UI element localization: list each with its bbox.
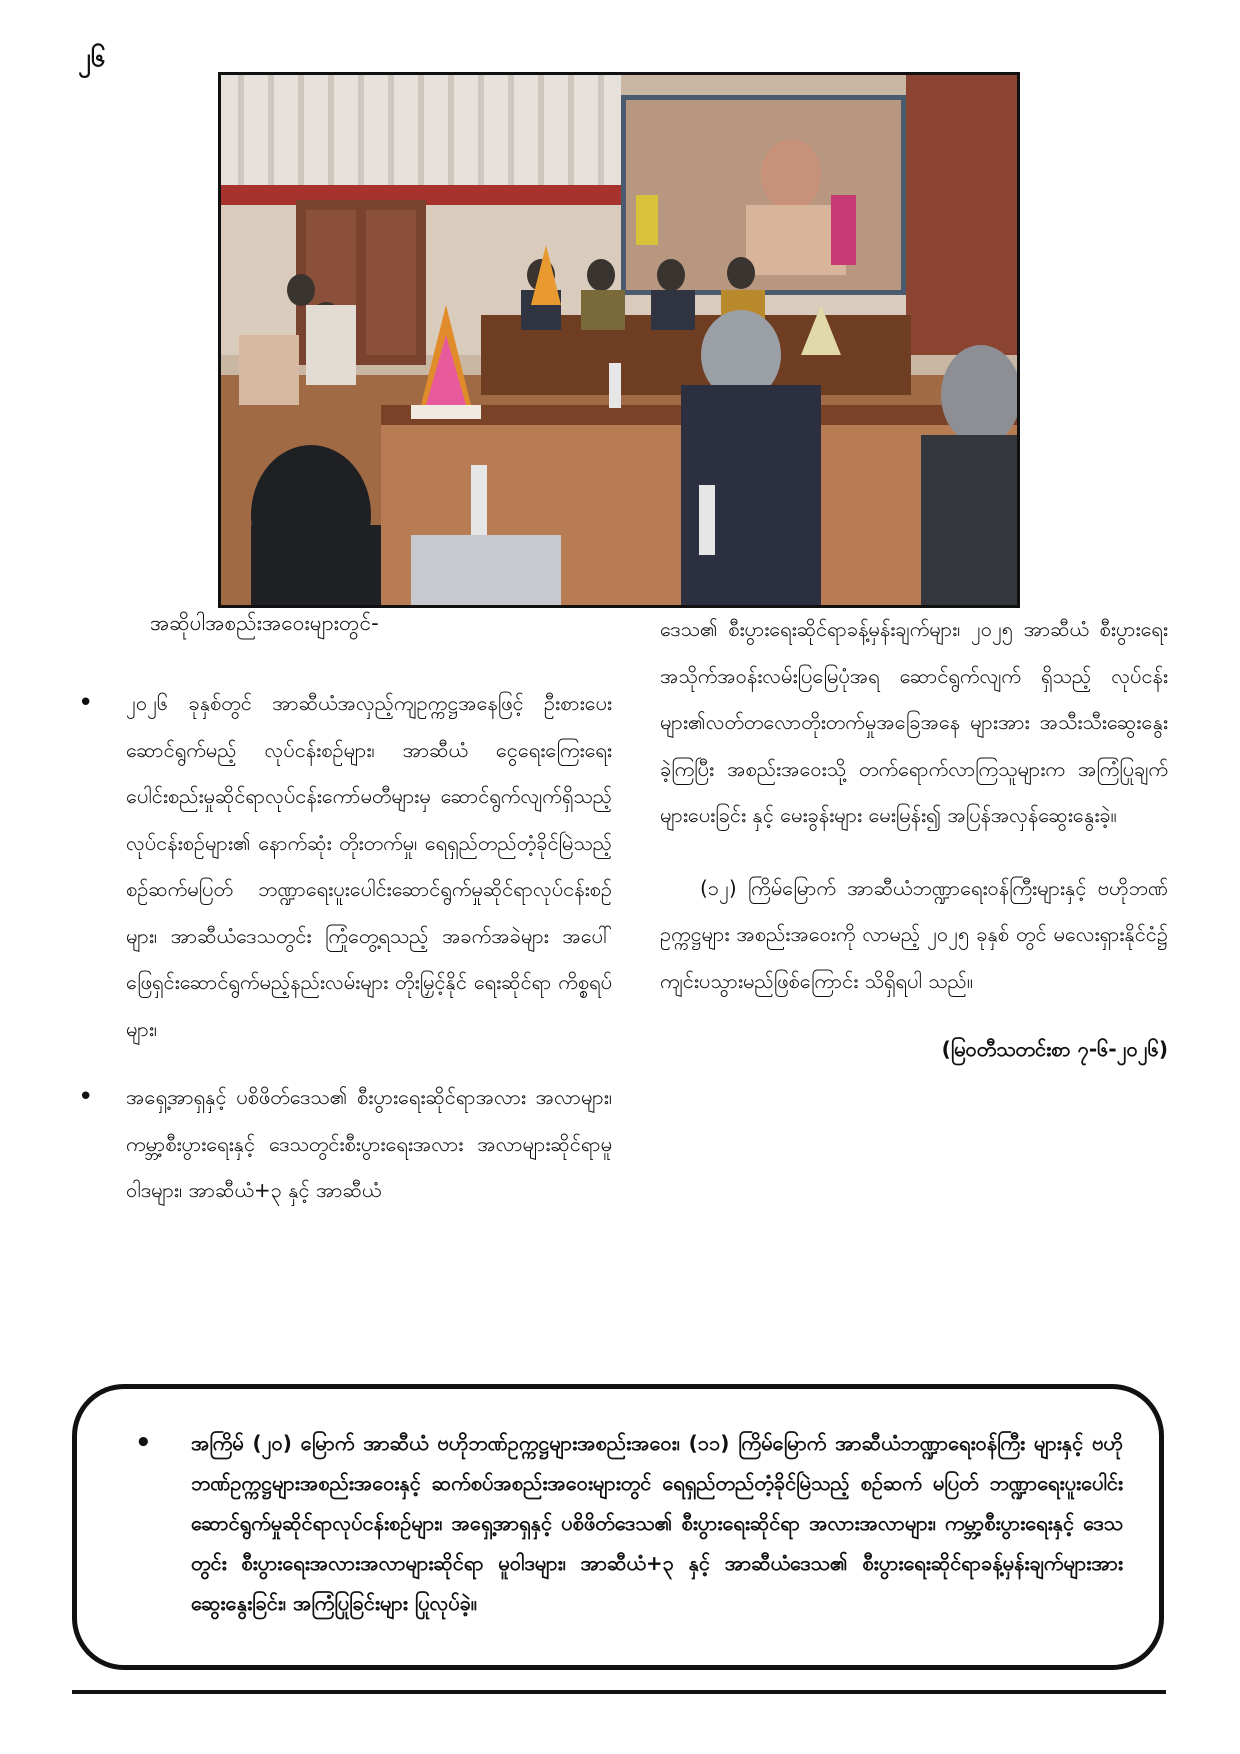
left-column bbox=[72, 680, 612, 1214]
continuation-paragraph: ဒေသ၏ စီးပွားရေးဆိုင်ရာခန့်မှန်းချက်များ၊ ၂၀၂၅ အာဆီယံ စီးပွားရေးအသိုက်အဝန်းလမ်းပြမြေပုံအရ ဆောင်ရွက်လျက် ရှိသည့် လုပ်ငန်းများ၏လတ်တလောတိုးတက်မှုအခြေအနေ များအား အသီးသီးဆွေးနွေးခဲ့ကြပြီး အစည်းအဝေးသို့ တက်ရောက်လာကြသူများက အကြံပြုချက်များပေးခြင်း နှင့် မေးခွန်းများ မေးမြန်း၍ အပြန်အလှန်ဆွေးနွေးခဲ့။ bbox=[660, 617, 1168, 827]
right-column bbox=[660, 606, 1168, 1073]
caption: အဆိုပါအစည်းအဝေးများတွင်- bbox=[150, 611, 379, 635]
bullet-text: ၂၀၂၆ ခုနှစ်တွင် အာဆီယံအလှည့်ကျဥက္ကဋ္ဌအနေဖြင့် ဦးစားပေးဆောင်ရွက်မည့် လုပ်ငန်းစဉ်များ၊ အာဆီယံ ငွေရေးကြေးရေးပေါင်းစည်းမှုဆိုင်ရာလုပ်ငန်းကော်မတီများမှ ဆောင်ရွက်လျက်ရှိသည့် လုပ်ငန်းစဉ်များ၏ နောက်ဆုံး တိုးတက်မှု၊ ရေရှည်တည်တံ့ခိုင်မြဲသည့် စဉ်ဆက်မပြတ် ဘဏ္ဍာရေးပူးပေါင်းဆောင်ရွက်မှုဆိုင်ရာလုပ်ငန်းစဉ်များ၊ အာဆီယံဒေသတွင်း ကြုံတွေ့ရသည့် အခက်အခဲများ အပေါ် ဖြေရှင်းဆောင်ရွက်မည့်နည်းလမ်းများ တိုးမြှင့်နိုင် ရေးဆိုင်ရာ ကိစ္စရပ်များ၊ bbox=[126, 691, 612, 1041]
bullet-item bbox=[72, 1074, 612, 1214]
source-citation: (မြဝတီသတင်းစာ ၇-၆-၂၀၂၆) bbox=[941, 1037, 1168, 1061]
summary-box bbox=[72, 1384, 1164, 1670]
bullet-item bbox=[72, 680, 612, 1052]
bullet-text: အရှေ့အာရှနှင့် ပစိဖိတ်ဒေသ၏ စီးပွားရေးဆိုင်ရာအလား အလာများ၊ ကမ္ဘာ့စီးပွားရေးနှင့် ဒေသတွင်းစီးပွားရေးအလား အလာများဆိုင်ရာမူဝါဒများ၊ အာဆီယံ+၃ နှင့် အာဆီယံ bbox=[126, 1085, 612, 1202]
summary-bullet bbox=[135, 1423, 1123, 1623]
bullet-icon: • bbox=[135, 1428, 152, 1458]
bottom-divider bbox=[72, 1690, 1166, 1694]
body-paragraph: (၁၂) ကြိမ်မြောက် အာဆီယံဘဏ္ဍာရေးဝန်ကြီးများနှင့် ဗဟိုဘဏ်ဥက္ကဋ္ဌများ အစည်းအဝေးကို လာမည့် ၂၀၂၅ ခုနှစ် တွင် မလေးရှားနိုင်ငံ၌ ကျင်းပသွားမည်ဖြစ်ကြောင်း သိရှိရပါ သည်။ bbox=[660, 875, 1168, 993]
page-number: ၂၆ bbox=[78, 43, 106, 73]
bullet-icon: • bbox=[78, 688, 94, 718]
summary-text: အကြိမ် (၂၀) မြောက် အာဆီယံ ဗဟိုဘဏ်ဥက္ကဋ္ဌများအစည်းအဝေး၊ (၁၁) ကြိမ်မြောက် အာဆီယံဘဏ္ဍာရေးဝန်ကြီး များနှင့် ဗဟိုဘဏ်ဥက္ကဋ္ဌများအစည်းအဝေးနှင့် ဆက်စပ်အစည်းအဝေးများတွင် ရေရှည်တည်တံ့ခိုင်မြဲသည့် စဉ်ဆက် မပြတ် ဘဏ္ဍာရေးပူးပေါင်းဆောင်ရွက်မှုဆိုင်ရာလုပ်ငန်းစဉ်များ၊ အရှေ့အာရှနှင့် ပစိဖိတ်ဒေသ၏ စီးပွားရေးဆိုင်ရာ အလားအလာများ၊ ကမ္ဘာ့စီးပွားရေးနှင့် ဒေသတွင်း စီးပွားရေးအလားအလာများဆိုင်ရာ မူဝါဒများ၊ အာဆီယံ+၃ နှင့် အာဆီယံဒေသ၏ စီးပွားရေးဆိုင်ရာခန့်မှန်းချက်များအား ဆွေးနွေးခြင်း၊ အကြံပြုခြင်းများ ပြုလုပ်ခဲ့။ bbox=[191, 1431, 1123, 1615]
meeting-photo bbox=[218, 72, 1020, 608]
bullet-icon: • bbox=[78, 1082, 94, 1112]
